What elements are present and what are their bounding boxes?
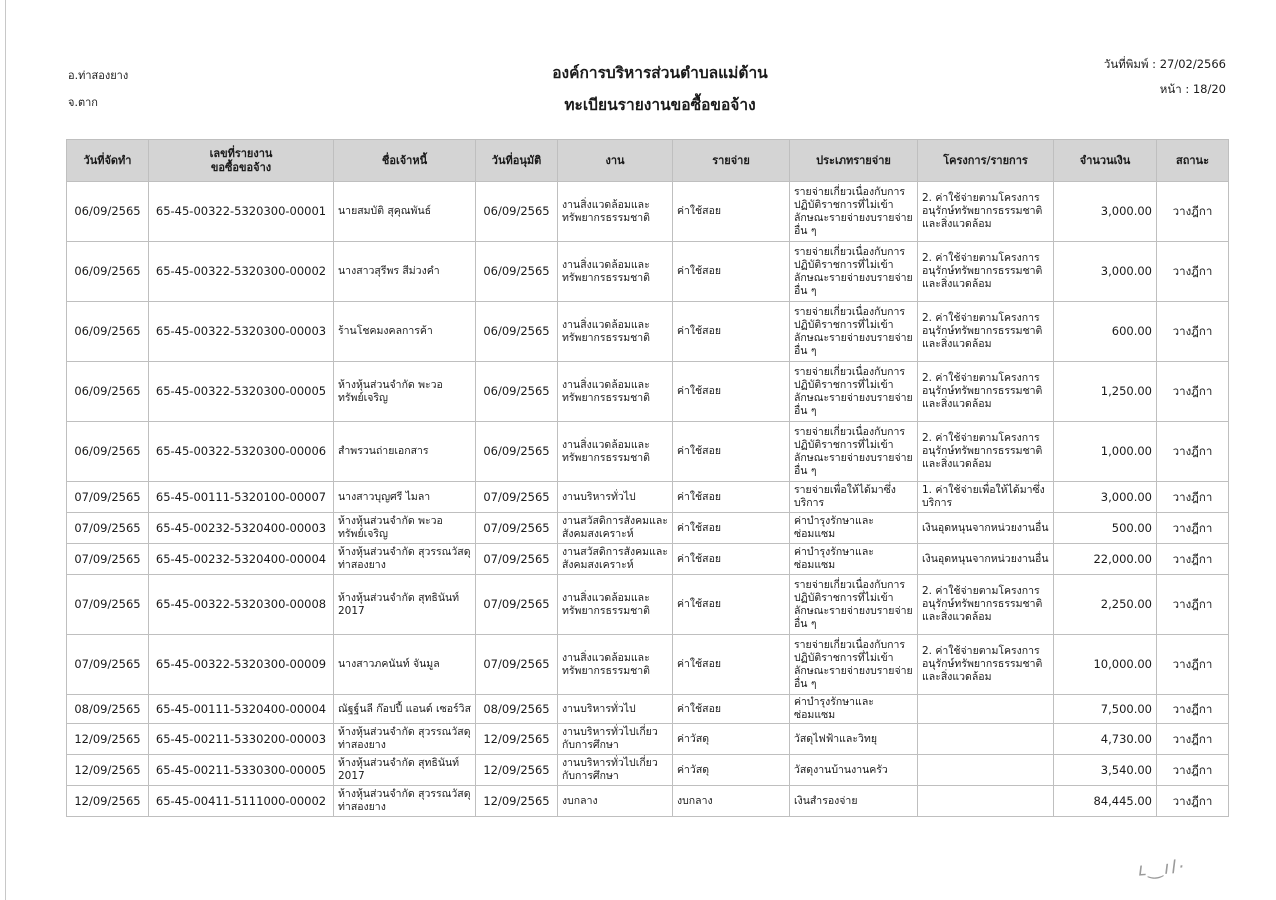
cell-creditor: สำพรวนถ่ายเอกสาร: [334, 422, 476, 482]
cell-expense: ค่าวัสดุ: [673, 724, 790, 755]
cell-approved: 06/09/2565: [476, 422, 558, 482]
cell-work: งานบริหารทั่วไป: [558, 695, 673, 724]
cell-amount: 3,540.00: [1054, 755, 1157, 786]
cell-status: วางฎีกา: [1157, 544, 1229, 575]
cell-expense: ค่าวัสดุ: [673, 755, 790, 786]
cell-expense: ค่าใช้สอย: [673, 544, 790, 575]
header-left: [68, 62, 128, 116]
cell-creditor: นายสมบัติ สุคุณพันธ์: [334, 182, 476, 242]
cell-amount: 4,730.00: [1054, 724, 1157, 755]
cell-expense-type: รายจ่ายเกี่ยวเนื่องกับการปฏิบัติราชการที่ไม่เข้าลักษณะรายจ่ายงบรายจ่ายอื่น ๆ: [790, 422, 918, 482]
cell-expense: ค่าใช้สอย: [673, 482, 790, 513]
cell-report-no: 65-45-00322-5320300-00008: [149, 575, 334, 635]
cell-report-no: 65-45-00322-5320300-00005: [149, 362, 334, 422]
cell-work: งานสิ่งแวดล้อมและทรัพยากรธรรมชาติ: [558, 575, 673, 635]
cell-project: 2. ค่าใช้จ่ายตามโครงการอนุรักษ์ทรัพยากรธรรมชาติและสิ่งแวดล้อม: [918, 302, 1054, 362]
col-header-expense-type: ประเภทรายจ่าย: [790, 140, 918, 182]
cell-project: เงินอุดหนุนจากหน่วยงานอื่น: [918, 513, 1054, 544]
cell-date: 07/09/2565: [67, 575, 149, 635]
table-row: [67, 302, 1229, 362]
cell-status: วางฎีกา: [1157, 482, 1229, 513]
cell-amount: 500.00: [1054, 513, 1157, 544]
page-edge: [5, 0, 6, 900]
cell-report-no: 65-45-00411-5111000-00002: [149, 786, 334, 817]
table-row: [67, 422, 1229, 482]
col-header-creditor: ชื่อเจ้าหนี้: [334, 140, 476, 182]
cell-status: วางฎีกา: [1157, 362, 1229, 422]
cell-work: งานบริหารทั่วไปเกี่ยวกับการศึกษา: [558, 724, 673, 755]
cell-approved: 12/09/2565: [476, 786, 558, 817]
cell-status: วางฎีกา: [1157, 755, 1229, 786]
cell-approved: 06/09/2565: [476, 302, 558, 362]
col-header-status: สถานะ: [1157, 140, 1229, 182]
cell-date: 07/09/2565: [67, 513, 149, 544]
cell-report-no: 65-45-00211-5330300-00005: [149, 755, 334, 786]
cell-project: 2. ค่าใช้จ่ายตามโครงการอนุรักษ์ทรัพยากรธรรมชาติและสิ่งแวดล้อม: [918, 182, 1054, 242]
col-header-report-no: เลขที่รายงาน ขอซื้อขอจ้าง: [149, 140, 334, 182]
cell-date: 06/09/2565: [67, 302, 149, 362]
cell-report-no: 65-45-00322-5320300-00003: [149, 302, 334, 362]
cell-expense-type: วัสดุไฟฟ้าและวิทยุ: [790, 724, 918, 755]
cell-expense-type: วัสดุงานบ้านงานครัว: [790, 755, 918, 786]
cell-date: 07/09/2565: [67, 635, 149, 695]
col-header-project: โครงการ/รายการ: [918, 140, 1054, 182]
cell-expense: ค่าใช้สอย: [673, 422, 790, 482]
cell-expense: ค่าใช้สอย: [673, 513, 790, 544]
header-right: [1104, 52, 1226, 102]
district-label: อ.ท่าสองยาง: [68, 69, 129, 82]
table-row: [67, 182, 1229, 242]
table-row: [67, 362, 1229, 422]
page-number: หน้า : 18/20: [1159, 82, 1226, 96]
cell-report-no: 65-45-00232-5320400-00003: [149, 513, 334, 544]
cell-report-no: 65-45-00111-5320400-00004: [149, 695, 334, 724]
cell-expense: ค่าใช้สอย: [673, 695, 790, 724]
cell-creditor: นางสาวสุรีพร สีม่วงคำ: [334, 242, 476, 302]
cell-work: งานสวัสดิการสังคมและสังคมสงเคราะห์: [558, 544, 673, 575]
cell-approved: 12/09/2565: [476, 755, 558, 786]
cell-approved: 06/09/2565: [476, 182, 558, 242]
cell-expense: ค่าใช้สอย: [673, 575, 790, 635]
cell-approved: 06/09/2565: [476, 362, 558, 422]
cell-report-no: 65-45-00322-5320300-00009: [149, 635, 334, 695]
cell-status: วางฎีกา: [1157, 724, 1229, 755]
cell-amount: 3,000.00: [1054, 182, 1157, 242]
cell-project: [918, 786, 1054, 817]
table-header-row: [67, 140, 1229, 182]
cell-project: 1. ค่าใช้จ่ายเพื่อให้ได้มาซึ่งบริการ: [918, 482, 1054, 513]
cell-date: 06/09/2565: [67, 242, 149, 302]
org-name: องค์การบริหารส่วนตำบลแม่ต้าน: [552, 64, 768, 82]
cell-project: 2. ค่าใช้จ่ายตามโครงการอนุรักษ์ทรัพยากรธรรมชาติและสิ่งแวดล้อม: [918, 242, 1054, 302]
cell-project: [918, 695, 1054, 724]
cell-date: 12/09/2565: [67, 755, 149, 786]
cell-status: วางฎีกา: [1157, 242, 1229, 302]
cell-work: งานสิ่งแวดล้อมและทรัพยากรธรรมชาติ: [558, 362, 673, 422]
cell-amount: 600.00: [1054, 302, 1157, 362]
cell-creditor: ร้านโชคมงคลการค้า: [334, 302, 476, 362]
table-row: [67, 635, 1229, 695]
cell-creditor: ห้างหุ้นส่วนจำกัด พะวอ ทรัพย์เจริญ: [334, 513, 476, 544]
cell-date: 07/09/2565: [67, 544, 149, 575]
cell-expense-type: ค่าบำรุงรักษาและซ่อมแซม: [790, 695, 918, 724]
cell-expense-type: รายจ่ายเกี่ยวเนื่องกับการปฏิบัติราชการที่ไม่เข้าลักษณะรายจ่ายงบรายจ่ายอื่น ๆ: [790, 635, 918, 695]
table-row: [67, 695, 1229, 724]
cell-date: 08/09/2565: [67, 695, 149, 724]
cell-creditor: ห้างหุ้นส่วนจำกัด สุวรรณวัสดุท่าสองยาง: [334, 786, 476, 817]
cell-approved: 06/09/2565: [476, 242, 558, 302]
cell-amount: 3,000.00: [1054, 482, 1157, 513]
header-center: [440, 57, 880, 121]
cell-work: งานสิ่งแวดล้อมและทรัพยากรธรรมชาติ: [558, 635, 673, 695]
cell-expense-type: ค่าบำรุงรักษาและซ่อมแซม: [790, 513, 918, 544]
cell-project: [918, 755, 1054, 786]
cell-date: 12/09/2565: [67, 724, 149, 755]
cell-expense-type: ค่าบำรุงรักษาและซ่อมแซม: [790, 544, 918, 575]
cell-date: 06/09/2565: [67, 422, 149, 482]
cell-expense: ค่าใช้สอย: [673, 635, 790, 695]
cell-approved: 07/09/2565: [476, 482, 558, 513]
cell-expense-type: รายจ่ายเกี่ยวเนื่องกับการปฏิบัติราชการที่ไม่เข้าลักษณะรายจ่ายงบรายจ่ายอื่น ๆ: [790, 242, 918, 302]
cell-project: เงินอุดหนุนจากหน่วยงานอื่น: [918, 544, 1054, 575]
cell-project: [918, 724, 1054, 755]
cell-creditor: ห้างหุ้นส่วนจำกัด สุทธินันท์ 2017: [334, 755, 476, 786]
table-row: [67, 242, 1229, 302]
cell-expense-type: รายจ่ายเกี่ยวเนื่องกับการปฏิบัติราชการที่ไม่เข้าลักษณะรายจ่ายงบรายจ่ายอื่น ๆ: [790, 362, 918, 422]
col-header-approved: วันที่อนุมัติ: [476, 140, 558, 182]
cell-status: วางฎีกา: [1157, 635, 1229, 695]
cell-report-no: 65-45-00232-5320400-00004: [149, 544, 334, 575]
handwritten-mark: ւ‿ıl·: [1137, 856, 1187, 881]
col-header-date: วันที่จัดทำ: [67, 140, 149, 182]
cell-work: งานบริหารทั่วไป: [558, 482, 673, 513]
cell-project: 2. ค่าใช้จ่ายตามโครงการอนุรักษ์ทรัพยากรธรรมชาติและสิ่งแวดล้อม: [918, 575, 1054, 635]
cell-report-no: 65-45-00322-5320300-00002: [149, 242, 334, 302]
cell-expense-type: รายจ่ายเกี่ยวเนื่องกับการปฏิบัติราชการที่ไม่เข้าลักษณะรายจ่ายงบรายจ่ายอื่น ๆ: [790, 575, 918, 635]
cell-report-no: 65-45-00322-5320300-00006: [149, 422, 334, 482]
cell-creditor: ห้างหุ้นส่วนจำกัด สุวรรณวัสดุท่าสองยาง: [334, 724, 476, 755]
cell-amount: 2,250.00: [1054, 575, 1157, 635]
cell-work: งานสิ่งแวดล้อมและทรัพยากรธรรมชาติ: [558, 422, 673, 482]
cell-amount: 22,000.00: [1054, 544, 1157, 575]
table-row: [67, 513, 1229, 544]
cell-project: 2. ค่าใช้จ่ายตามโครงการอนุรักษ์ทรัพยากรธรรมชาติและสิ่งแวดล้อม: [918, 635, 1054, 695]
cell-work: งบกลาง: [558, 786, 673, 817]
procurement-table: [66, 139, 1229, 817]
cell-approved: 08/09/2565: [476, 695, 558, 724]
cell-creditor: ห้างหุ้นส่วนจำกัด สุทธินันท์ 2017: [334, 575, 476, 635]
cell-expense: งบกลาง: [673, 786, 790, 817]
cell-creditor: ณัฐฐ์นลี ก๊อปปี้ แอนด์ เซอร์วิส: [334, 695, 476, 724]
cell-expense-type: รายจ่ายเพื่อให้ได้มาซึ่งบริการ: [790, 482, 918, 513]
cell-amount: 7,500.00: [1054, 695, 1157, 724]
table-row: [67, 724, 1229, 755]
cell-date: 06/09/2565: [67, 182, 149, 242]
table-row: [67, 575, 1229, 635]
cell-approved: 07/09/2565: [476, 575, 558, 635]
table-row: [67, 544, 1229, 575]
cell-status: วางฎีกา: [1157, 513, 1229, 544]
cell-amount: 3,000.00: [1054, 242, 1157, 302]
cell-report-no: 65-45-00322-5320300-00001: [149, 182, 334, 242]
cell-expense: ค่าใช้สอย: [673, 362, 790, 422]
cell-amount: 84,445.00: [1054, 786, 1157, 817]
cell-status: วางฎีกา: [1157, 422, 1229, 482]
cell-amount: 1,000.00: [1054, 422, 1157, 482]
report-title: ทะเบียนรายงานขอซื้อขอจ้าง: [564, 96, 756, 114]
cell-approved: 07/09/2565: [476, 513, 558, 544]
cell-date: 07/09/2565: [67, 482, 149, 513]
cell-approved: 07/09/2565: [476, 635, 558, 695]
col-header-amount: จำนวนเงิน: [1054, 140, 1157, 182]
cell-status: วางฎีกา: [1157, 575, 1229, 635]
cell-date: 06/09/2565: [67, 362, 149, 422]
cell-report-no: 65-45-00211-5330200-00003: [149, 724, 334, 755]
table-row: [67, 786, 1229, 817]
cell-creditor: ห้างหุ้นส่วนจำกัด สุวรรณวัสดุท่าสองยาง: [334, 544, 476, 575]
cell-status: วางฎีกา: [1157, 182, 1229, 242]
cell-creditor: นางสาวบุญศรี ไมลา: [334, 482, 476, 513]
print-date: วันที่พิมพ์ : 27/02/2566: [1103, 57, 1226, 71]
cell-expense: ค่าใช้สอย: [673, 242, 790, 302]
cell-expense: ค่าใช้สอย: [673, 302, 790, 362]
col-header-work: งาน: [558, 140, 673, 182]
cell-work: งานสิ่งแวดล้อมและทรัพยากรธรรมชาติ: [558, 182, 673, 242]
cell-status: วางฎีกา: [1157, 302, 1229, 362]
cell-creditor: นางสาวภคนันท์ จันมูล: [334, 635, 476, 695]
cell-amount: 10,000.00: [1054, 635, 1157, 695]
cell-report-no: 65-45-00111-5320100-00007: [149, 482, 334, 513]
cell-project: 2. ค่าใช้จ่ายตามโครงการอนุรักษ์ทรัพยากรธรรมชาติและสิ่งแวดล้อม: [918, 362, 1054, 422]
cell-expense-type: รายจ่ายเกี่ยวเนื่องกับการปฏิบัติราชการที่ไม่เข้าลักษณะรายจ่ายงบรายจ่ายอื่น ๆ: [790, 302, 918, 362]
cell-work: งานสิ่งแวดล้อมและทรัพยากรธรรมชาติ: [558, 302, 673, 362]
cell-work: งานสวัสดิการสังคมและสังคมสงเคราะห์: [558, 513, 673, 544]
province-label: จ.ตาก: [68, 96, 98, 109]
cell-approved: 12/09/2565: [476, 724, 558, 755]
cell-date: 12/09/2565: [67, 786, 149, 817]
table-row: [67, 755, 1229, 786]
cell-expense-type: เงินสำรองจ่าย: [790, 786, 918, 817]
cell-creditor: ห้างหุ้นส่วนจำกัด พะวอ ทรัพย์เจริญ: [334, 362, 476, 422]
cell-approved: 07/09/2565: [476, 544, 558, 575]
cell-project: 2. ค่าใช้จ่ายตามโครงการอนุรักษ์ทรัพยากรธรรมชาติและสิ่งแวดล้อม: [918, 422, 1054, 482]
cell-expense-type: รายจ่ายเกี่ยวเนื่องกับการปฏิบัติราชการที่ไม่เข้าลักษณะรายจ่ายงบรายจ่ายอื่น ๆ: [790, 182, 918, 242]
cell-work: งานสิ่งแวดล้อมและทรัพยากรธรรมชาติ: [558, 242, 673, 302]
cell-status: วางฎีกา: [1157, 786, 1229, 817]
col-header-expense: รายจ่าย: [673, 140, 790, 182]
cell-expense: ค่าใช้สอย: [673, 182, 790, 242]
cell-work: งานบริหารทั่วไปเกี่ยวกับการศึกษา: [558, 755, 673, 786]
table-row: [67, 482, 1229, 513]
cell-status: วางฎีกา: [1157, 695, 1229, 724]
cell-amount: 1,250.00: [1054, 362, 1157, 422]
